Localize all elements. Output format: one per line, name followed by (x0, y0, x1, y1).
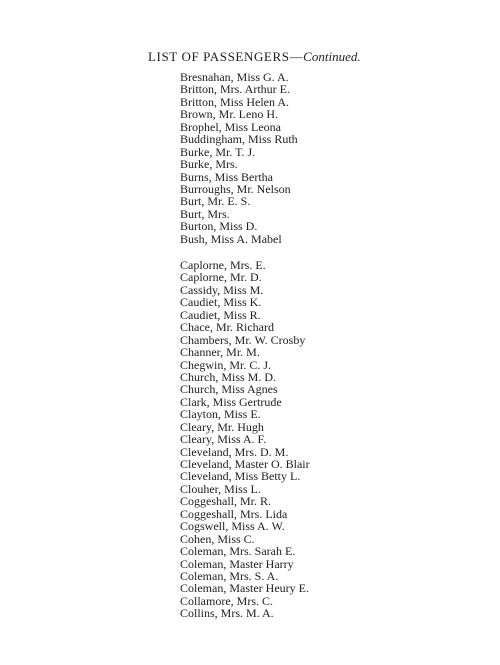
heading-continued: Continued. (303, 49, 361, 64)
passenger-entry: Coggeshall, Mr. R. (180, 494, 272, 509)
passenger-entry: Caplorne, Mr. D. (180, 270, 262, 285)
passenger-list-c (180, 259, 310, 620)
passenger-entry: Bush, Miss A. Mabel (180, 231, 282, 246)
page-heading (148, 49, 361, 65)
passenger-entry: Cohen, Miss C. (180, 531, 255, 546)
passenger-entry: Collins, Mrs. M. A. (180, 606, 274, 621)
passenger-entry: Church, Miss Agnes (180, 382, 278, 397)
passenger-entry: Caudiet, Miss R. (180, 307, 261, 322)
passenger-entry: Cleveland, Mrs. D. M. (180, 444, 289, 459)
passenger-entry: Cleveland, Miss Betty L. (180, 469, 301, 484)
passenger-entry: Brown, Mr. Leno H. (180, 107, 278, 122)
passenger-entry: Cleary, Mr. Hugh (180, 419, 264, 434)
passenger-entry: Cogswell, Miss A. W. (180, 519, 285, 534)
heading-title: LIST OF PASSENGERS— (148, 49, 304, 64)
passenger-entry: Burke, Mrs. (180, 157, 238, 172)
passenger-entry: Clark, Miss Gertrude (180, 394, 282, 409)
passenger-entry: Burke, Mr. T. J. (180, 144, 256, 159)
passenger-entry: Coleman, Mrs. S. A. (180, 568, 279, 583)
passenger-entry: Britton, Mrs. Arthur E. (180, 82, 290, 97)
passenger-entry: Brophel, Miss Leona (180, 119, 281, 134)
passenger-entry: Britton, Miss Helen A. (180, 94, 290, 109)
passenger-entry: Coleman, Master Harry (180, 556, 294, 571)
passenger-entry: Caudiet, Miss K. (180, 295, 262, 310)
passenger-list-b (180, 71, 298, 245)
passenger-entry: Cleveland, Master O. Blair (180, 457, 310, 471)
passenger-entry: Coleman, Mrs. Sarah E. (180, 544, 296, 559)
passenger-entry: Channer, Mr. M. (180, 345, 260, 360)
passenger-entry: Coggeshall, Mrs. Lida (180, 506, 288, 521)
passenger-entry: Chace, Mr. Richard (180, 320, 274, 335)
passenger-entry: Cleary, Miss A. F. (180, 432, 267, 447)
passenger-entry: Clouher, Miss L. (180, 481, 261, 496)
passenger-entry: Caplorne, Mrs. E. (180, 258, 266, 272)
passenger-entry: Clayton, Miss E. (180, 407, 261, 422)
passenger-entry: Buddingham, Miss Ruth (180, 132, 298, 147)
passenger-entry: Coleman, Master Heury E. (180, 581, 309, 596)
passenger-entry: Cassidy, Miss M. (180, 282, 264, 297)
passenger-entry: Bresnahan, Miss G. A. (180, 70, 289, 84)
passenger-entry: Burt, Mr. E. S. (180, 194, 251, 209)
passenger-entry: Burt, Mrs. (180, 206, 230, 221)
passenger-entry: Burroughs, Mr. Nelson (180, 181, 291, 196)
passenger-entry: Burton, Miss D. (180, 219, 258, 234)
passenger-entry: Collamore, Mrs. C. (180, 593, 273, 608)
passenger-entry: Church, Miss M. D. (180, 369, 277, 384)
passenger-entry: Chambers, Mr. W. Crosby (180, 332, 306, 347)
passenger-entry: Burns, Miss Bertha (180, 169, 273, 184)
passenger-entry: Chegwin, Mr. C. J. (180, 357, 272, 372)
